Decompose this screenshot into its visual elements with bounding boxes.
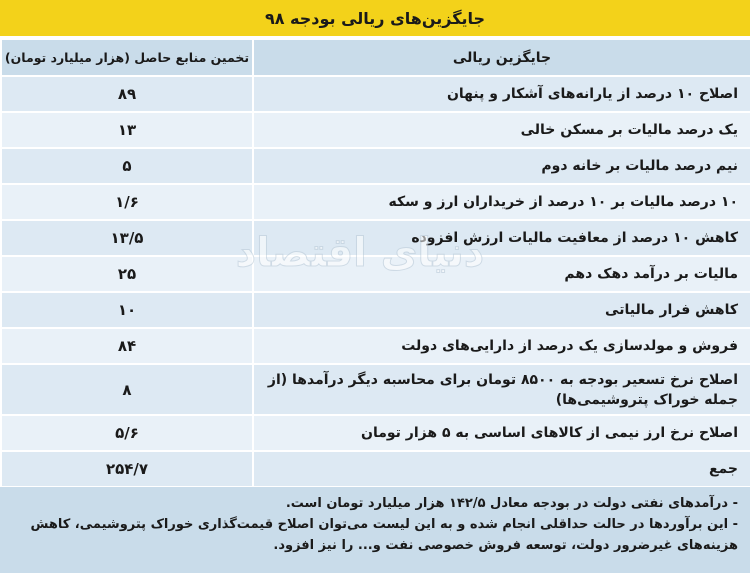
svg-text:دنیای اقتصاد: دنیای اقتصاد	[235, 230, 485, 276]
row-value: ۱۳/۵	[1, 220, 253, 256]
table-row	[1, 256, 750, 292]
row-value: ۱/۶	[1, 184, 253, 220]
alternatives-table	[0, 38, 750, 488]
header-item: جایگزین ریالی	[253, 39, 750, 76]
table-row	[1, 148, 750, 184]
table-title: جایگزین‌های ریالی بودجه ۹۸	[0, 0, 750, 38]
header-row	[1, 39, 750, 76]
row-value: ۱۰	[1, 292, 253, 328]
total-row	[1, 451, 750, 487]
footnote-line: - این برآوردها در حالت حداقلی انجام شده و به این لیست می‌توان اصلاح قیمت‌گذاری خوراک پتروشیمی، کاهش	[30, 517, 738, 532]
row-item: کاهش فرار مالیاتی	[253, 292, 750, 328]
table-row	[1, 76, 750, 112]
table-row	[1, 220, 750, 256]
row-value: ۱۳	[1, 112, 253, 148]
total-value: ۲۵۴/۷	[1, 451, 253, 487]
total-label: جمع	[253, 451, 750, 487]
row-value: ۸	[1, 364, 253, 415]
row-value: ۵	[1, 148, 253, 184]
row-item: اصلاح نرخ تسعیر بودجه به ۸۵۰۰ تومان برای محاسبه دیگر درآمدها (از جمله خوراک پتروشیمی‌ها)	[253, 364, 750, 415]
header-value: تخمین منابع حاصل (هزار میلیارد تومان)	[1, 39, 253, 76]
row-item: فروش و مولدسازی یک درصد از دارایی‌های دولت	[253, 328, 750, 364]
row-item: نیم درصد مالیات بر خانه دوم	[253, 148, 750, 184]
table-row	[1, 112, 750, 148]
row-item: اصلاح نرخ ارز نیمی از کالاهای اساسی به ۵ هزار تومان	[253, 415, 750, 451]
row-value: ۲۵	[1, 256, 253, 292]
table-row	[1, 328, 750, 364]
footnotes	[0, 487, 750, 573]
row-item: ۱۰ درصد مالیات بر ۱۰ درصد از خریداران ارز و سکه	[253, 184, 750, 220]
row-value: ۸۴	[1, 328, 253, 364]
footnote-line: هزینه‌های غیرضرور دولت، توسعه فروش خصوصی نفت و... را نیز افزود.	[273, 538, 738, 553]
footnote-line: - درآمدهای نفتی دولت در بودجه معادل ۱۴۲/۵ هزار میلیارد تومان است.	[285, 496, 738, 511]
row-item: اصلاح ۱۰ درصد از یارانه‌های آشکار و پنهان	[253, 76, 750, 112]
row-value: ۵/۶	[1, 415, 253, 451]
table-row	[1, 292, 750, 328]
row-item: کاهش ۱۰ درصد از معافیت مالیات ارزش افزوده	[253, 220, 750, 256]
row-item: مالیات بر درآمد دهک دهم	[253, 256, 750, 292]
row-item: یک درصد مالیات بر مسکن خالی	[253, 112, 750, 148]
table-row	[1, 415, 750, 451]
table-row	[1, 184, 750, 220]
row-value: ۸۹	[1, 76, 253, 112]
table-row	[1, 364, 750, 415]
